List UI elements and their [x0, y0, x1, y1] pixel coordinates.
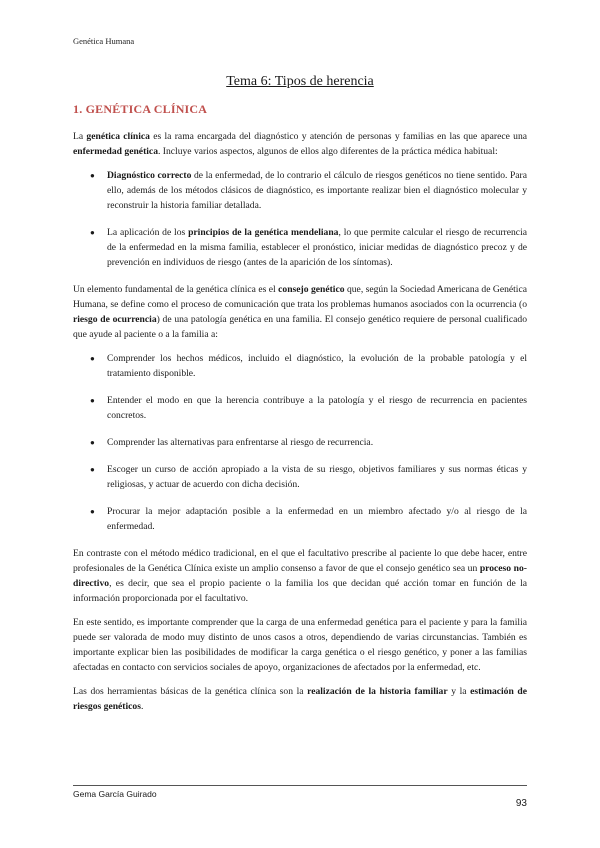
bold-term: principios de la genética mendeliana: [188, 227, 339, 238]
text-run: y la: [447, 686, 471, 697]
bold-term: proceso no-directivo: [73, 563, 527, 589]
bold-term: riesgo de ocurrencia: [73, 314, 157, 325]
page-number: 93: [515, 798, 527, 809]
text-run: , lo que permite calcular el riesgo de recurrencia de la enfermedad en la misma familia, establecer el pronóstico, iniciar medidas de diagnóstico precoz y de prevención en individuos de riesgo (antes de la aparición de los síntomas).: [107, 227, 527, 268]
text-run: Procurar la mejor adaptación posible a la enfermedad en un miembro afectado y/o al riesgo de la enfermedad.: [107, 506, 527, 532]
bold-term: enfermedad genética: [73, 146, 158, 157]
aspects-list: [73, 168, 527, 270]
bold-term: consejo genético: [278, 284, 345, 295]
text-run: . Incluye varios aspectos, algunos de ellos algo diferentes de la práctica médica habitual:: [158, 146, 498, 157]
list-item: [73, 351, 527, 381]
bullet-icon: ●: [90, 507, 95, 516]
bold-term: genética clínica: [86, 131, 150, 142]
bullet-icon: ●: [90, 465, 95, 474]
list-item: [73, 168, 527, 213]
list-item: [73, 435, 527, 450]
footer-divider: [73, 785, 527, 786]
text-run: Un elemento fundamental de la genética clínica es el: [73, 284, 279, 295]
list-item: [73, 225, 527, 270]
text-run: La aplicación de los: [107, 227, 189, 238]
text-run: Comprender las alternativas para enfrentarse al riesgo de recurrencia.: [107, 437, 374, 448]
text-run: es la rama encargada del diagnóstico y atención de personas y familias en las que aparece una: [149, 131, 527, 142]
counseling-goals-list: [73, 351, 527, 534]
text-run: Las dos herramientas básicas de la genética clínica son la: [73, 686, 308, 697]
bold-term: realización de la historia familiar: [307, 686, 448, 697]
text-run: que, según la Sociedad Americana de Genética Humana, se define como el proceso de comunicación que trata los problemas humanos asociados con la ocurrencia (o: [73, 284, 527, 310]
bullet-icon: ●: [90, 396, 95, 405]
text-run: de la enfermedad, de lo contrario el cálculo de riesgos genéticos no tiene sentido. Para ello, además de los métodos clásicos de diagnóstico, es importante realizar bien el diagnóstico molecular y reconstruir la historia familiar detallada.: [107, 170, 527, 211]
bullet-icon: ●: [90, 171, 95, 180]
bold-term: Diagnóstico correcto: [107, 170, 192, 181]
text-run: Entender el modo en que la herencia contribuye a la patología y el riesgo de recurrencia en pacientes concretos.: [107, 395, 527, 421]
list-item: [73, 393, 527, 423]
bullet-icon: ●: [90, 438, 95, 447]
text-run: La: [73, 131, 87, 142]
list-item: [73, 504, 527, 534]
bullet-icon: ●: [90, 228, 95, 237]
paragraph-consejo-genetico: [73, 282, 527, 342]
paragraph-herramientas: [73, 684, 527, 714]
paragraph-carga-genetica: En este sentido, es importante comprender que la carga de una enfermedad genética para el paciente y para la familia puede ser valorada de modo muy distinto de unos casos a otros, dependiendo de varias circunstancias. También es importante explicar bien las posibilidades de modificar la carga genética o el riesgo genético, y poner a las familias afectadas en contacto con servicios sociales de apoyo, organizaciones de afectados por la enfermedad, etc.: [73, 617, 527, 673]
text-run: ) de una patología genética en una familia. El consejo genético requiere de personal cualificado que ayude al paciente o a la familia a:: [73, 314, 528, 340]
bullet-icon: ●: [90, 354, 95, 363]
bold-term: estimación de riesgos genéticos: [73, 686, 527, 712]
text-run: , es decir, que sea el propio paciente o la familia los que decidan qué acción tomar en función de la información proporcionada por el facultativo.: [73, 578, 527, 604]
text-run: En contraste con el método médico tradicional, en el que el facultativo prescribe al paciente lo que debe hacer, entre profesionales de la Genética Clínica existe un amplio consenso a favor de que el consejo genético sea un: [73, 548, 527, 574]
list-item: [73, 462, 527, 492]
text-run: Comprender los hechos médicos, incluido el diagnóstico, la evolución de la probable patología y el tratamiento disponible.: [107, 353, 527, 379]
footer-author: Gema García Guirado: [73, 789, 157, 799]
section-heading: 1. GENÉTICA CLÍNICA: [73, 102, 208, 116]
text-run: .: [140, 701, 144, 712]
running-header: Genética Humana: [73, 36, 135, 46]
page-content: [73, 72, 527, 723]
chapter-title: Tema 6: Tipos de herencia: [226, 74, 374, 89]
paragraph-no-directivo: [73, 546, 527, 606]
text-run: Escoger un curso de acción apropiado a la vista de su riesgo, objetivos familiares y sus normas éticas y religiosas, y actuar de acuerdo con dicha decisión.: [107, 464, 527, 490]
paragraph-genetica-clinica: [73, 129, 527, 159]
